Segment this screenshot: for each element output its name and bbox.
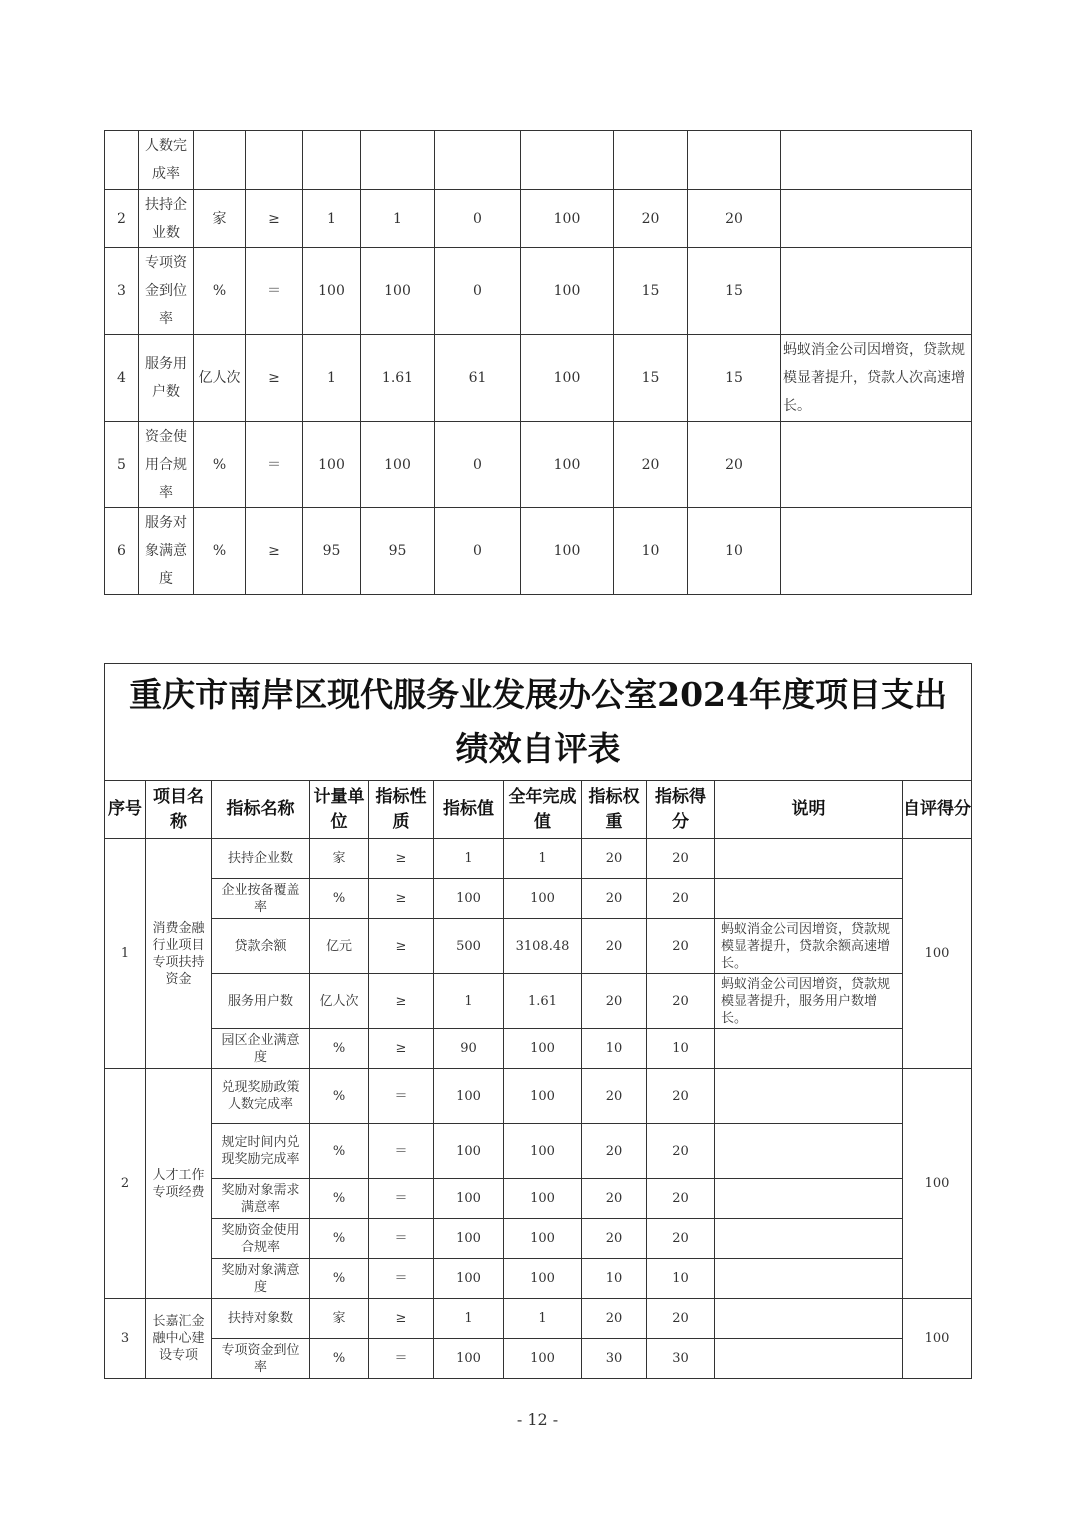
header-unit: 计量单位 bbox=[310, 781, 369, 839]
weight: 15 bbox=[614, 248, 688, 335]
completion: 100 bbox=[521, 190, 614, 248]
actual-value: 100 bbox=[361, 248, 435, 335]
unit: 家 bbox=[310, 1299, 369, 1339]
target-value: 95 bbox=[303, 508, 361, 595]
weight: 20 bbox=[582, 974, 647, 1029]
header-nature: 指标性质 bbox=[369, 781, 434, 839]
table-row bbox=[105, 1029, 972, 1069]
unit: % bbox=[310, 1029, 369, 1069]
row-number: 2 bbox=[105, 190, 139, 248]
unit: % bbox=[194, 248, 246, 335]
deviation: 0 bbox=[435, 508, 521, 595]
self-score: 100 bbox=[903, 1299, 972, 1379]
target-value: 100 bbox=[434, 1339, 504, 1379]
weight: 20 bbox=[582, 1299, 647, 1339]
score: 30 bbox=[647, 1339, 715, 1379]
score: 20 bbox=[647, 1219, 715, 1259]
actual-value: 1 bbox=[361, 190, 435, 248]
indicator-name: 兑现奖励政策人数完成率 bbox=[212, 1069, 310, 1124]
unit: 亿人次 bbox=[310, 974, 369, 1029]
indicator-name: 服务对象满意度 bbox=[139, 508, 194, 595]
actual-value: 100 bbox=[504, 1124, 582, 1179]
actual-value: 100 bbox=[504, 1339, 582, 1379]
note bbox=[781, 248, 972, 335]
target-value: 1 bbox=[434, 839, 504, 879]
self-score: 100 bbox=[903, 1069, 972, 1299]
weight: 20 bbox=[582, 1179, 647, 1219]
deviation: 61 bbox=[435, 335, 521, 422]
score: 20 bbox=[647, 919, 715, 974]
note bbox=[781, 508, 972, 595]
nature: ＝ bbox=[369, 1219, 434, 1259]
score: 20 bbox=[647, 1179, 715, 1219]
table-row bbox=[105, 1219, 972, 1259]
actual-value: 100 bbox=[504, 879, 582, 919]
row-number: 6 bbox=[105, 508, 139, 595]
unit: 亿元 bbox=[310, 919, 369, 974]
page-title: 重庆市南岸区现代服务业发展办公室2024年度项目支出绩效自评表 bbox=[105, 664, 972, 781]
actual-value: 100 bbox=[361, 422, 435, 508]
actual-value: 1.61 bbox=[504, 974, 582, 1029]
nature: ≥ bbox=[246, 508, 303, 595]
note bbox=[715, 839, 903, 879]
project-name: 长嘉汇金融中心建设专项 bbox=[146, 1299, 212, 1379]
nature: ≥ bbox=[246, 335, 303, 422]
nature bbox=[246, 131, 303, 190]
nature: ≥ bbox=[369, 1299, 434, 1339]
completion: 100 bbox=[521, 422, 614, 508]
unit: % bbox=[194, 422, 246, 508]
table-row bbox=[105, 1069, 972, 1124]
completion: 100 bbox=[521, 335, 614, 422]
weight: 20 bbox=[582, 1069, 647, 1124]
deviation: 0 bbox=[435, 422, 521, 508]
indicator-name: 扶持企业数 bbox=[139, 190, 194, 248]
table-row bbox=[105, 919, 972, 974]
project-name: 消费金融行业项目专项扶持资金 bbox=[146, 839, 212, 1069]
row-number bbox=[105, 131, 139, 190]
nature: ≥ bbox=[369, 879, 434, 919]
nature: ＝ bbox=[246, 422, 303, 508]
self-score: 100 bbox=[903, 839, 972, 1069]
indicator-name: 扶持对象数 bbox=[212, 1299, 310, 1339]
header-no: 序号 bbox=[105, 781, 146, 839]
nature: ≥ bbox=[369, 974, 434, 1029]
note: 蚂蚁消金公司因增资，贷款规模显著提升，贷款余额高速增长。 bbox=[715, 919, 903, 974]
actual-value bbox=[361, 131, 435, 190]
indicator-name: 扶持企业数 bbox=[212, 839, 310, 879]
nature: ＝ bbox=[246, 248, 303, 335]
indicator-name: 服务用户数 bbox=[212, 974, 310, 1029]
completion: 100 bbox=[521, 508, 614, 595]
actual-value: 100 bbox=[504, 1219, 582, 1259]
header-target: 指标值 bbox=[434, 781, 504, 839]
nature: ≥ bbox=[369, 1029, 434, 1069]
weight: 20 bbox=[582, 1124, 647, 1179]
nature: ＝ bbox=[369, 1259, 434, 1299]
score: 20 bbox=[647, 1069, 715, 1124]
score: 20 bbox=[647, 1299, 715, 1339]
target-value: 1 bbox=[303, 190, 361, 248]
note: 蚂蚁消金公司因增资，贷款规模显著提升，贷款人次高速增长。 bbox=[781, 335, 972, 422]
deviation: 0 bbox=[435, 190, 521, 248]
actual-value: 100 bbox=[504, 1259, 582, 1299]
nature: ＝ bbox=[369, 1124, 434, 1179]
unit: % bbox=[194, 508, 246, 595]
indicator-name: 专项资金到位率 bbox=[139, 248, 194, 335]
unit: % bbox=[310, 1259, 369, 1299]
unit: % bbox=[310, 1069, 369, 1124]
unit: 家 bbox=[310, 839, 369, 879]
score: 10 bbox=[688, 508, 781, 595]
weight: 10 bbox=[582, 1259, 647, 1299]
note bbox=[781, 422, 972, 508]
score: 20 bbox=[647, 1124, 715, 1179]
unit: % bbox=[310, 879, 369, 919]
table-row bbox=[105, 1339, 972, 1379]
header-row bbox=[105, 781, 972, 839]
title-row bbox=[105, 664, 972, 781]
row-number: 5 bbox=[105, 422, 139, 508]
unit: 家 bbox=[194, 190, 246, 248]
unit: % bbox=[310, 1339, 369, 1379]
weight: 20 bbox=[582, 839, 647, 879]
weight: 20 bbox=[614, 422, 688, 508]
table-row bbox=[105, 1124, 972, 1179]
nature: ≥ bbox=[369, 919, 434, 974]
nature: ＝ bbox=[369, 1339, 434, 1379]
header-indicator: 指标名称 bbox=[212, 781, 310, 839]
indicator-name: 规定时间内兑现奖励完成率 bbox=[212, 1124, 310, 1179]
page-number: - 12 - bbox=[516, 1410, 559, 1429]
actual-value: 95 bbox=[361, 508, 435, 595]
weight bbox=[614, 131, 688, 190]
nature: ≥ bbox=[369, 839, 434, 879]
deviation: 0 bbox=[435, 248, 521, 335]
header-score: 指标得分 bbox=[647, 781, 715, 839]
indicator-name: 服务用户数 bbox=[139, 335, 194, 422]
score: 15 bbox=[688, 335, 781, 422]
target-value: 90 bbox=[434, 1029, 504, 1069]
indicator-name: 园区企业满意度 bbox=[212, 1029, 310, 1069]
table-row bbox=[105, 879, 972, 919]
weight: 30 bbox=[582, 1339, 647, 1379]
indicator-name: 奖励对象满意度 bbox=[212, 1259, 310, 1299]
actual-value: 100 bbox=[504, 1179, 582, 1219]
actual-value: 1 bbox=[504, 1299, 582, 1339]
row-number: 4 bbox=[105, 335, 139, 422]
project-name: 人才工作专项经费 bbox=[146, 1069, 212, 1299]
table-row bbox=[105, 190, 972, 248]
completion: 100 bbox=[521, 248, 614, 335]
score: 10 bbox=[647, 1259, 715, 1299]
table-row bbox=[105, 248, 972, 335]
weight: 10 bbox=[614, 508, 688, 595]
target-value: 1 bbox=[434, 974, 504, 1029]
note bbox=[781, 190, 972, 248]
header-actual: 全年完成值 bbox=[504, 781, 582, 839]
target-value: 100 bbox=[434, 1069, 504, 1124]
score: 15 bbox=[688, 248, 781, 335]
weight: 20 bbox=[614, 190, 688, 248]
unit: % bbox=[310, 1179, 369, 1219]
group-number: 3 bbox=[105, 1299, 146, 1379]
weight: 20 bbox=[582, 919, 647, 974]
note bbox=[715, 1069, 903, 1124]
score: 20 bbox=[647, 839, 715, 879]
note bbox=[715, 1029, 903, 1069]
actual-value: 3108.48 bbox=[504, 919, 582, 974]
target-value: 100 bbox=[434, 1124, 504, 1179]
score: 20 bbox=[647, 879, 715, 919]
nature: ＝ bbox=[369, 1069, 434, 1124]
unit: % bbox=[310, 1219, 369, 1259]
unit bbox=[194, 131, 246, 190]
target-value: 100 bbox=[434, 1219, 504, 1259]
note bbox=[715, 1179, 903, 1219]
weight: 20 bbox=[582, 1219, 647, 1259]
table-row bbox=[105, 1259, 972, 1299]
target-value: 100 bbox=[434, 1259, 504, 1299]
note bbox=[715, 1339, 903, 1379]
table-row bbox=[105, 335, 972, 422]
indicator-name: 贷款余额 bbox=[212, 919, 310, 974]
target-value: 1 bbox=[303, 335, 361, 422]
note bbox=[781, 131, 972, 190]
group-number: 1 bbox=[105, 839, 146, 1069]
table-row bbox=[105, 839, 972, 879]
actual-value: 1.61 bbox=[361, 335, 435, 422]
indicator-name: 奖励资金使用合规率 bbox=[212, 1219, 310, 1259]
weight: 15 bbox=[614, 335, 688, 422]
score: 20 bbox=[647, 974, 715, 1029]
actual-value: 100 bbox=[504, 1029, 582, 1069]
table-row bbox=[105, 1179, 972, 1219]
nature: ≥ bbox=[246, 190, 303, 248]
indicator-name: 专项资金到位率 bbox=[212, 1339, 310, 1379]
note bbox=[715, 1124, 903, 1179]
completion bbox=[521, 131, 614, 190]
note bbox=[715, 879, 903, 919]
self-evaluation-table bbox=[104, 663, 972, 1379]
indicator-name: 资金使用合规率 bbox=[139, 422, 194, 508]
table-row bbox=[105, 508, 972, 595]
indicator-name: 企业按备覆盖率 bbox=[212, 879, 310, 919]
target-value: 500 bbox=[434, 919, 504, 974]
note bbox=[715, 1299, 903, 1339]
indicator-name: 人数完成率 bbox=[139, 131, 194, 190]
deviation bbox=[435, 131, 521, 190]
table-row bbox=[105, 974, 972, 1029]
actual-value: 100 bbox=[504, 1069, 582, 1124]
score bbox=[688, 131, 781, 190]
continued-performance-table bbox=[104, 130, 972, 595]
table-row bbox=[105, 131, 972, 190]
score: 10 bbox=[647, 1029, 715, 1069]
unit: 亿人次 bbox=[194, 335, 246, 422]
actual-value: 1 bbox=[504, 839, 582, 879]
header-project: 项目名称 bbox=[146, 781, 212, 839]
table-row bbox=[105, 422, 972, 508]
weight: 20 bbox=[582, 879, 647, 919]
row-number: 3 bbox=[105, 248, 139, 335]
header-self-score: 自评得分 bbox=[903, 781, 972, 839]
nature: ＝ bbox=[369, 1179, 434, 1219]
score: 20 bbox=[688, 422, 781, 508]
note: 蚂蚁消金公司因增资，贷款规模显著提升，服务用户数增长。 bbox=[715, 974, 903, 1029]
target-value bbox=[303, 131, 361, 190]
target-value: 100 bbox=[434, 879, 504, 919]
target-value: 100 bbox=[303, 422, 361, 508]
score: 20 bbox=[688, 190, 781, 248]
header-weight: 指标权重 bbox=[582, 781, 647, 839]
target-value: 100 bbox=[303, 248, 361, 335]
header-note: 说明 bbox=[715, 781, 903, 839]
indicator-name: 奖励对象需求满意率 bbox=[212, 1179, 310, 1219]
group-number: 2 bbox=[105, 1069, 146, 1299]
weight: 10 bbox=[582, 1029, 647, 1069]
target-value: 1 bbox=[434, 1299, 504, 1339]
target-value: 100 bbox=[434, 1179, 504, 1219]
note bbox=[715, 1219, 903, 1259]
table-row bbox=[105, 1299, 972, 1339]
unit: % bbox=[310, 1124, 369, 1179]
note bbox=[715, 1259, 903, 1299]
